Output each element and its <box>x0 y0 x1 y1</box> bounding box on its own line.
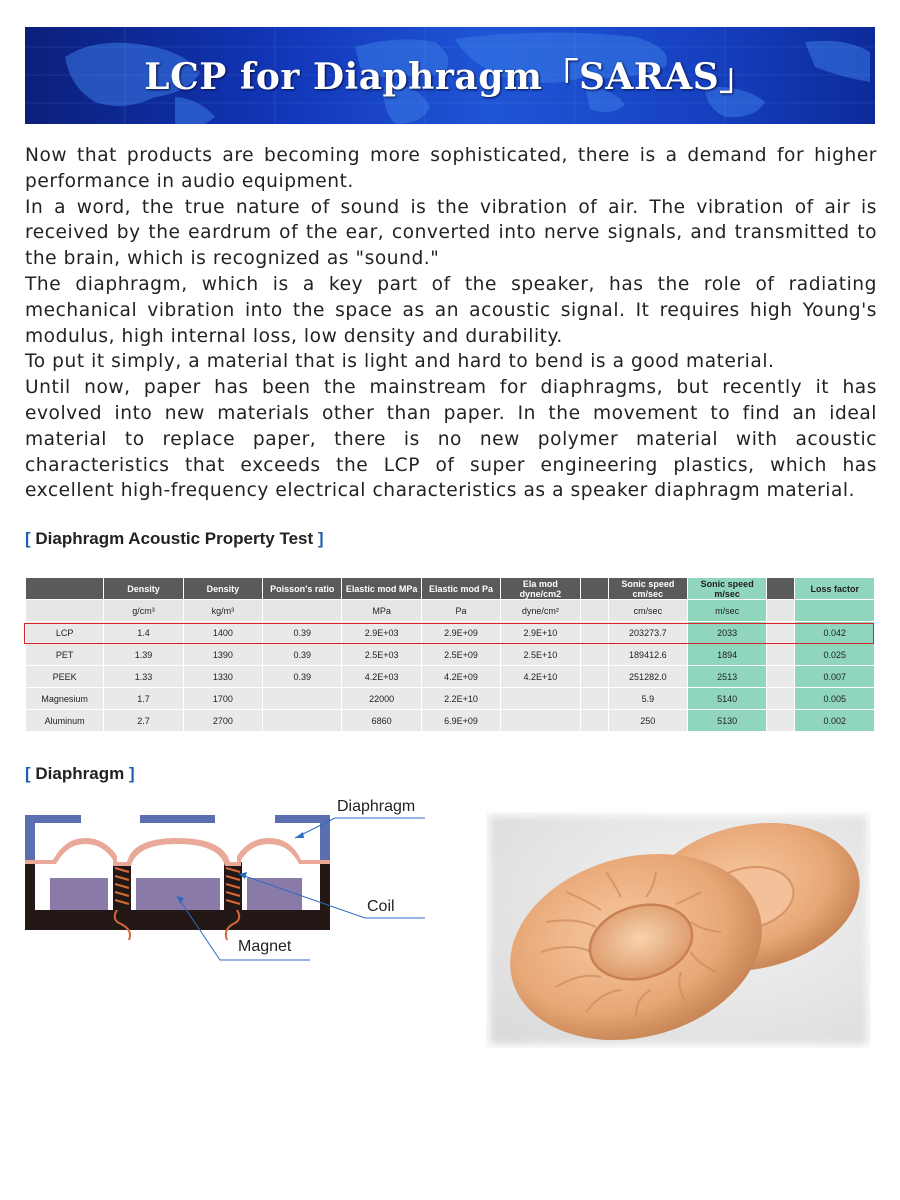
table-cell <box>580 666 608 688</box>
table-cell: 4.2E+10 <box>501 666 580 688</box>
table-row <box>26 710 875 732</box>
table-cell: 6860 <box>342 710 421 732</box>
table-cell: 2.9E+10 <box>501 622 580 644</box>
table-cell: PET <box>26 644 104 666</box>
table-units-row <box>26 600 875 622</box>
table-cell: 2.5E+09 <box>421 644 500 666</box>
table-cell: 6.9E+09 <box>421 710 500 732</box>
table-cell: 0.005 <box>795 688 875 710</box>
column-header <box>580 578 608 600</box>
table-cell: 203273.7 <box>608 622 687 644</box>
table-cell: Magnesium <box>26 688 104 710</box>
table-row <box>26 622 875 644</box>
table-cell: 0.39 <box>263 666 342 688</box>
table-cell: 1.39 <box>104 644 183 666</box>
magnet-left <box>50 878 108 910</box>
table-cell: Aluminum <box>26 710 104 732</box>
table-cell: 5.9 <box>608 688 687 710</box>
lcp-diaphragm-photo <box>486 812 871 1048</box>
unit-cell: cm/sec <box>608 600 687 622</box>
table-cell: 250 <box>608 710 687 732</box>
diaphragm-membrane <box>25 838 330 866</box>
table-cell: 2.2E+10 <box>421 688 500 710</box>
unit-cell <box>580 600 608 622</box>
column-header: Loss factor <box>795 578 875 600</box>
table-cell <box>767 710 795 732</box>
table-cell: 0.002 <box>795 710 875 732</box>
intro-text <box>25 143 877 504</box>
table-cell: 2.7 <box>104 710 183 732</box>
intro-paragraph: In a word, the true nature of sound is the vibration of air. The vibration of air is received by the eardrum of the ear, converted into nerve signals, and transmitted to the brain, which is recognized as "sound." <box>25 196 877 270</box>
bracket-open: [ <box>25 764 31 783</box>
table-cell: 1390 <box>183 644 262 666</box>
unit-cell: m/sec <box>688 600 767 622</box>
unit-cell: kg/m³ <box>183 600 262 622</box>
column-header: Sonic speed cm/sec <box>608 578 687 600</box>
table-cell: 189412.6 <box>608 644 687 666</box>
bracket-close: ] <box>317 529 324 548</box>
table-cell <box>501 688 580 710</box>
bracket-open: [ <box>25 529 31 548</box>
unit-cell <box>795 600 875 622</box>
label-coil: Coil <box>367 898 395 915</box>
frame-right <box>275 815 330 862</box>
table-cell: 2.5E+10 <box>501 644 580 666</box>
column-header: Density <box>183 578 262 600</box>
unit-cell <box>767 600 795 622</box>
table-cell: 251282.0 <box>608 666 687 688</box>
column-header: Poisson's ratio <box>263 578 342 600</box>
section-heading-text: Diaphragm Acoustic Property Test <box>35 529 314 548</box>
speaker-cross-section-diagram <box>25 790 445 980</box>
intro-paragraph: The diaphragm, which is a key part of the speaker, has the role of radiating mechanical vibration into the space as an acoustic signal. It requires high Young's modulus, high internal loss, low density and durability. <box>25 273 877 347</box>
table-cell <box>580 710 608 732</box>
table-cell: 1700 <box>183 688 262 710</box>
unit-cell: MPa <box>342 600 421 622</box>
table-cell: 1.7 <box>104 688 183 710</box>
table-cell: 2.5E+03 <box>342 644 421 666</box>
table-cell <box>580 688 608 710</box>
table-header-row <box>26 578 875 600</box>
table-cell: 0.39 <box>263 644 342 666</box>
table-cell <box>580 622 608 644</box>
unit-cell: g/cm³ <box>104 600 183 622</box>
table-cell <box>767 644 795 666</box>
label-diaphragm: Diaphragm <box>337 798 416 815</box>
section-heading-property-test <box>25 529 324 549</box>
magnet-center <box>136 878 220 910</box>
table-cell <box>263 710 342 732</box>
magnet-right <box>247 878 302 910</box>
frame-top-center <box>140 815 215 823</box>
table-cell <box>767 666 795 688</box>
table-cell: 1330 <box>183 666 262 688</box>
column-header <box>767 578 795 600</box>
table-cell: 1.4 <box>104 622 183 644</box>
column-header <box>26 578 104 600</box>
table-cell: 22000 <box>342 688 421 710</box>
table-cell <box>501 710 580 732</box>
title-banner <box>25 27 875 124</box>
intro-paragraph: Until now, paper has been the mainstream for diaphragms, but recently it has evolved into new materials other than paper. In the movement to find an ideal material to replace paper, there is no new polymer material with acoustic characteristics that exceeds the LCP of super engineering plastics, which has excellent high-frequency electrical characteristics as a speaker diaphragm material. <box>25 377 877 502</box>
column-header: Elastic mod Pa <box>421 578 500 600</box>
table-cell: 0.042 <box>795 622 875 644</box>
page-title: LCP for Diaphragm「SARAS」 <box>144 56 756 98</box>
intro-paragraph: Now that products are becoming more sophisticated, there is a demand for higher performance in audio equipment. <box>25 145 877 192</box>
table-cell <box>767 688 795 710</box>
table-cell: 1.33 <box>104 666 183 688</box>
bracket-close: ] <box>128 764 135 783</box>
table-cell <box>580 644 608 666</box>
column-header: Ela mod dyne/cm2 <box>501 578 580 600</box>
table-cell: 4.2E+03 <box>342 666 421 688</box>
table-cell: 1894 <box>688 644 767 666</box>
table-cell: PEEK <box>26 666 104 688</box>
unit-cell <box>26 600 104 622</box>
acoustic-property-table <box>25 577 875 732</box>
column-header: Elastic mod MPa <box>342 578 421 600</box>
section-heading-text: Diaphragm <box>35 764 125 783</box>
table-cell: 2.9E+03 <box>342 622 421 644</box>
table-cell: 2033 <box>688 622 767 644</box>
section-heading-diaphragm <box>25 764 135 784</box>
diaphragm-photo-illustration <box>486 812 871 1048</box>
table-cell: 0.007 <box>795 666 875 688</box>
table-cell <box>767 622 795 644</box>
column-header: Density <box>104 578 183 600</box>
table-cell: LCP <box>26 622 104 644</box>
table-row <box>26 644 875 666</box>
intro-paragraph: To put it simply, a material that is light and hard to bend is a good material. <box>25 351 775 373</box>
unit-cell <box>263 600 342 622</box>
unit-cell: Pa <box>421 600 500 622</box>
table-cell: 0.025 <box>795 644 875 666</box>
arrow-diaphragm <box>295 832 304 838</box>
table-cell <box>263 688 342 710</box>
table-cell: 0.39 <box>263 622 342 644</box>
table-cell: 2700 <box>183 710 262 732</box>
table-cell: 2513 <box>688 666 767 688</box>
table-cell: 4.2E+09 <box>421 666 500 688</box>
table-cell: 2.9E+09 <box>421 622 500 644</box>
table-row <box>26 666 875 688</box>
column-header: Sonic speed m/sec <box>688 578 767 600</box>
label-magnet: Magnet <box>238 938 292 955</box>
table-cell: 5130 <box>688 710 767 732</box>
unit-cell: dyne/cm² <box>501 600 580 622</box>
table-row <box>26 688 875 710</box>
table-cell: 5140 <box>688 688 767 710</box>
frame-left <box>25 815 81 862</box>
table-cell: 1400 <box>183 622 262 644</box>
